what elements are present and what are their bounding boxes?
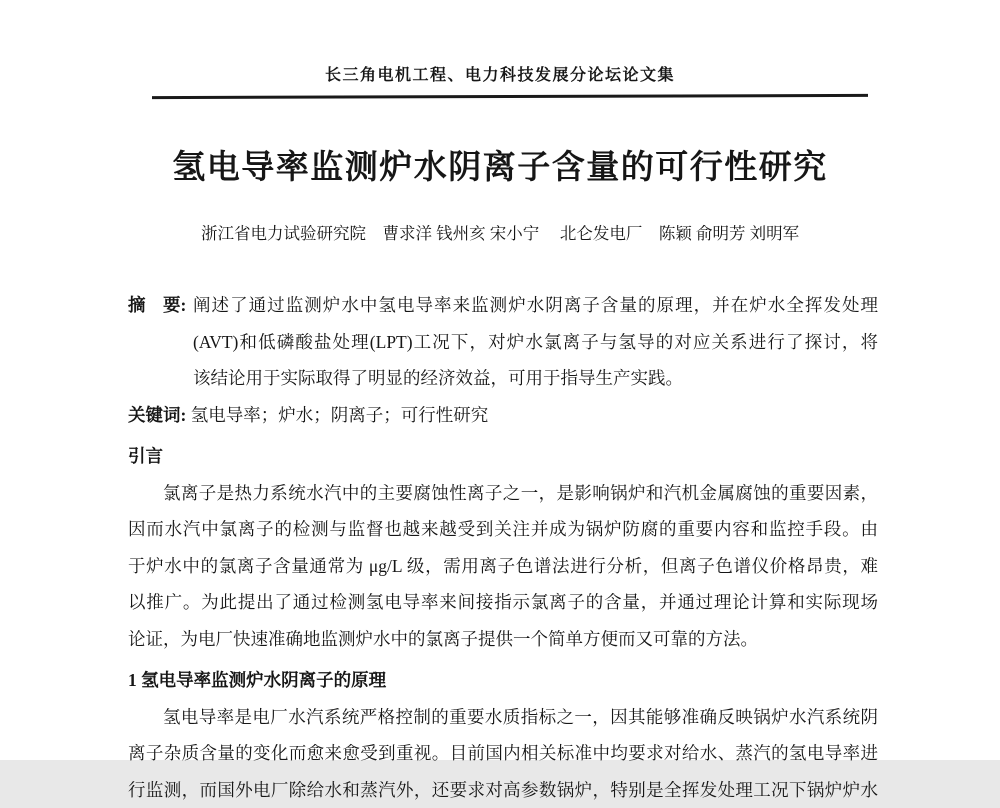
abstract-line: 阐述了通过监测炉水中氢电导率来监测炉水阴离子含量的原理，并在炉水全挥发处理 [193, 287, 878, 324]
abstract-line: (AVT)和低磷酸盐处理(LPT)工况下，对炉水氯离子与氢导的对应关系进行了探讨，将 [193, 324, 878, 361]
body-line: 行监测，而国外电厂除给水和蒸汽外，还要求对高参数锅炉，特别是全挥发处理工况下锅炉炉水 [128, 772, 878, 808]
abstract-block [128, 287, 878, 397]
keywords-text: 氢电导率；炉水；阴离子；可行性研究 [191, 405, 489, 425]
paper-title: 氢电导率监测炉水阴离子含量的可行性研究 [0, 141, 1000, 188]
body-line: 以推广。为此提出了通过检测氢电导率来间接指示氯离子的含量，并通过理论计算和实际现场 [128, 584, 878, 621]
section1-paragraph [128, 699, 878, 808]
abstract-line: 该结论用于实际取得了明显的经济效益，可用于指导生产实践。 [193, 360, 878, 397]
intro-heading: 引言 [128, 438, 878, 475]
keywords-line [128, 397, 878, 434]
body-line: 离子杂质含量的变化而愈来愈受到重视。目前国内相关标准中均要求对给水、蒸汽的氢电导率进 [128, 735, 878, 772]
header-divider-rule [152, 94, 868, 99]
body-line: 论证，为电厂快速准确地监测炉水中的氯离子提供一个简单方便而又可靠的方法。 [128, 621, 878, 658]
abstract-label: 摘 要: [128, 287, 186, 324]
body-line: 氯离子是热力系统水汽中的主要腐蚀性离子之一，是影响锅炉和汽机金属腐蚀的重要因素， [128, 475, 878, 512]
body-line: 因而水汽中氯离子的检测与监督也越来越受到关注并成为锅炉防腐的重要内容和监控手段。由 [128, 511, 878, 548]
keywords-label: 关键词: [128, 405, 186, 425]
proceedings-header: 长三角电机工程、电力科技发展分论坛论文集 [0, 62, 1000, 85]
body-line: 氢电导率是电厂水汽系统严格控制的重要水质指标之一，因其能够准确反映锅炉水汽系统阴 [128, 699, 878, 736]
intro-paragraph [128, 475, 878, 658]
paper-body [128, 287, 878, 808]
section1-heading: 1 氢电导率监测炉水阴离子的原理 [128, 662, 878, 699]
authors-affiliations: 浙江省电力试验研究院 曹求洋 钱州亥 宋小宁 北仑发电厂 陈颖 俞明芳 刘明军 [0, 220, 1000, 244]
body-line: 于炉水中的氯离子含量通常为 μg/L 级，需用离子色谱法进行分析，但离子色谱仪价格昂贵，难 [128, 548, 878, 585]
